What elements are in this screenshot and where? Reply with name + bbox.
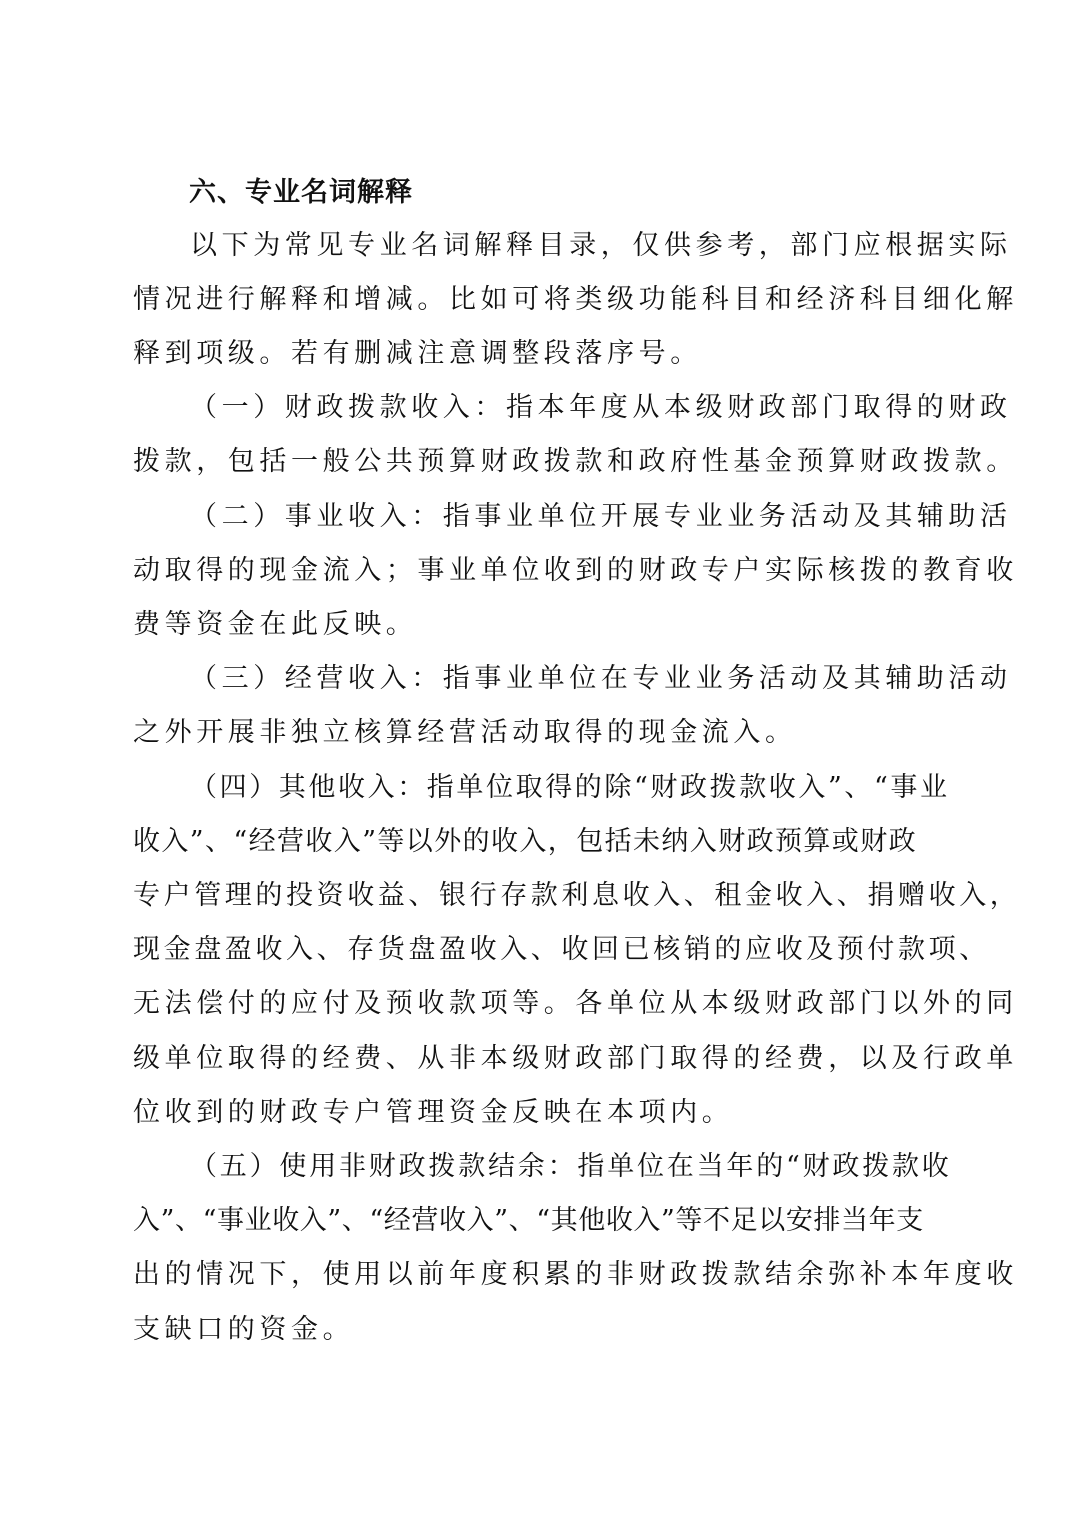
paragraph-line: 支缺口的资金。 [133, 1314, 355, 1345]
paragraph-line: （四）其他收入：指单位取得的除“财政拨款收入”、“事业 [190, 772, 950, 803]
paragraph-line: 以下为常见专业名词解释目录，仅供参考，部门应根据实际 [190, 230, 1012, 261]
paragraph-line: 专户管理的投资收益、银行存款利息收入、租金收入、捐赠收入， [133, 880, 1021, 911]
paragraph-line: 级单位取得的经费、从非本级财政部门取得的经费，以及行政单 [133, 1043, 1018, 1074]
paragraph-line: 入”、“事业收入”、“经营收入”、“其他收入”等不足以安排当年支 [133, 1205, 924, 1236]
paragraph-line: 位收到的财政专户管理资金反映在本项内。 [133, 1097, 734, 1128]
paragraph-line: 动取得的现金流入；事业单位收到的财政专户实际核拨的教育收 [133, 555, 1018, 586]
paragraph-line: 费等资金在此反映。 [133, 609, 418, 640]
paragraph-line: 收入”、“经营收入”等以外的收入，包括未纳入财政预算或财政 [133, 826, 918, 857]
paragraph-line: 释到项级。若有删减注意调整段落序号。 [133, 338, 702, 369]
paragraph-line: 之外开展非独立核算经营活动取得的现金流入。 [133, 717, 797, 748]
paragraph-line: 拨款，包括一般公共预算财政拨款和政府性基金预算财政拨款。 [133, 446, 1018, 477]
paragraph-line: 情况进行解释和增减。比如可将类级功能科目和经济科目细化解 [133, 284, 1018, 315]
paragraph-line: （三）经营收入：指事业单位在专业业务活动及其辅助活动 [190, 663, 1012, 694]
paragraph-line: 现金盘盈收入、存货盘盈收入、收回已核销的应收及预付款项、 [133, 934, 990, 965]
section-heading: 六、专业名词解释 [189, 177, 413, 208]
paragraph-line: 出的情况下，使用以前年度积累的非财政拨款结余弥补本年度收 [133, 1259, 1018, 1290]
paragraph-line: （二）事业收入：指事业单位开展专业业务活动及其辅助活 [190, 501, 1012, 532]
paragraph-line: （五）使用非财政拨款结余：指单位在当年的“财政拨款收 [190, 1151, 952, 1182]
paragraph-line: 无法偿付的应付及预收款项等。各单位从本级财政部门以外的同 [133, 988, 1018, 1019]
paragraph-line: （一）财政拨款收入：指本年度从本级财政部门取得的财政 [190, 392, 1012, 423]
